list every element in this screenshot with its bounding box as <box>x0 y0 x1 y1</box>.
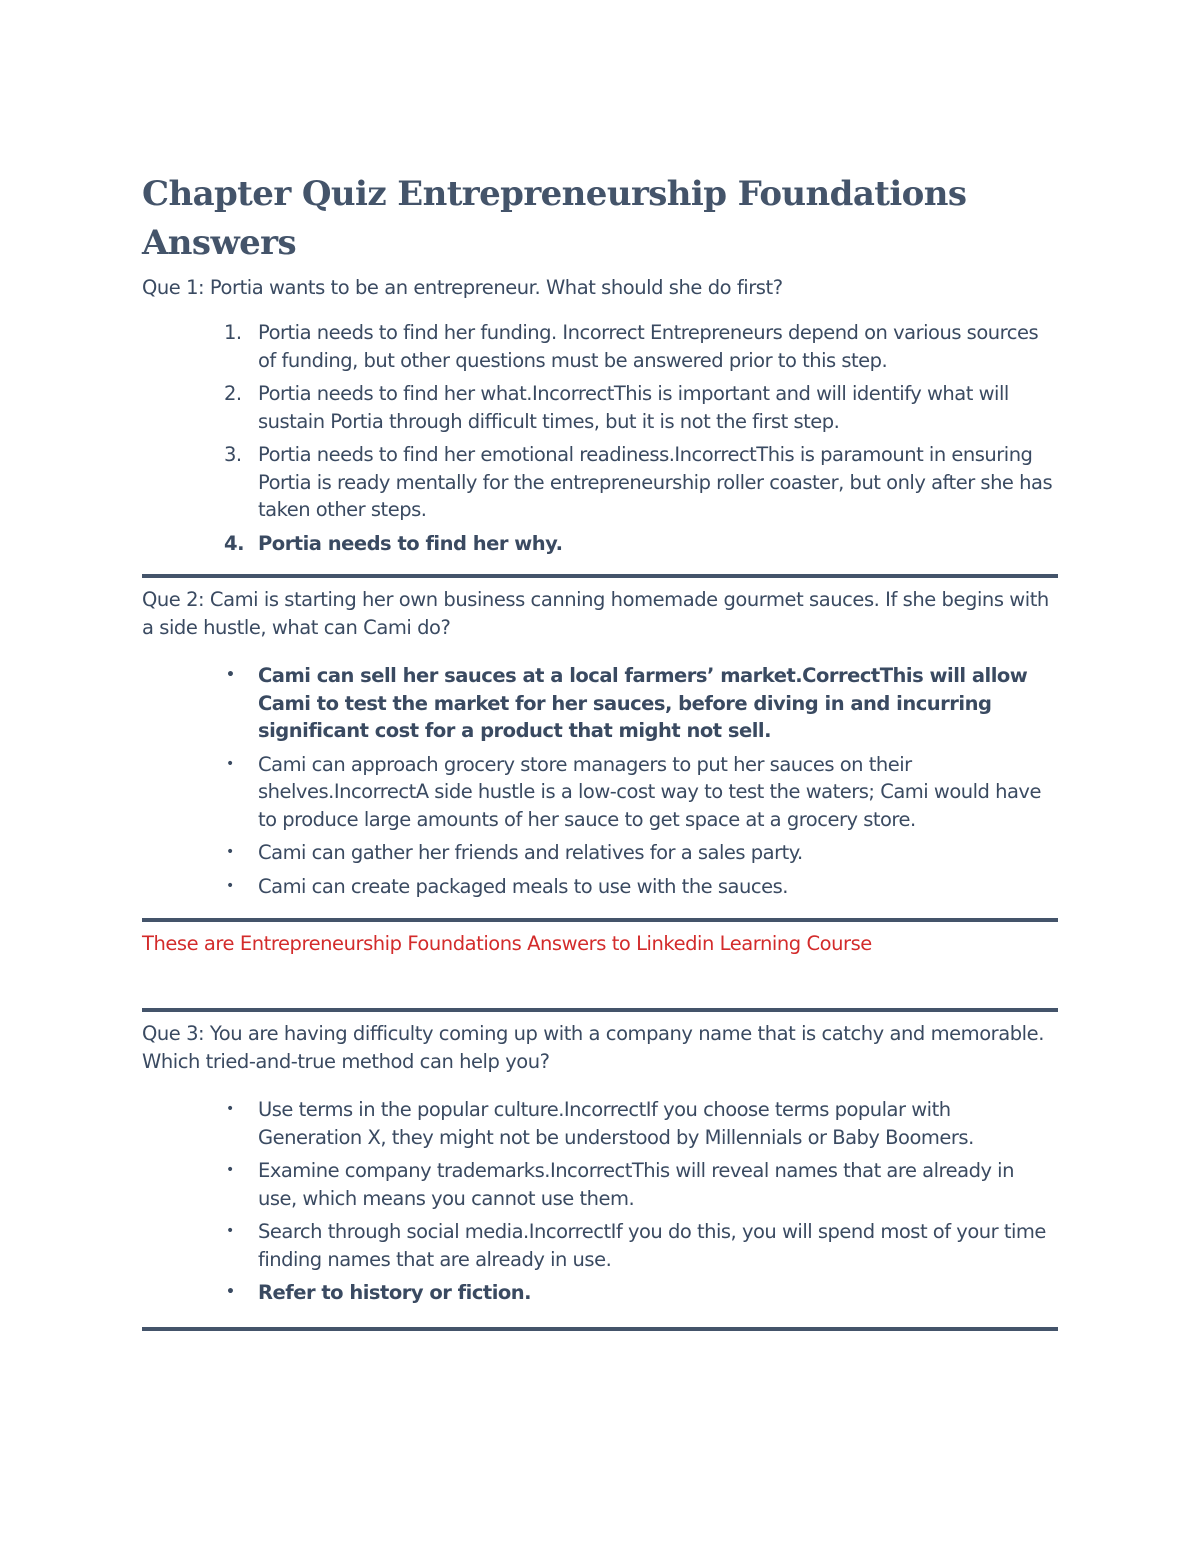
bullet-icon: • <box>226 755 234 772</box>
bullet-icon: • <box>226 1284 235 1300</box>
answer-option <box>142 441 1058 524</box>
answer-option-correct <box>142 662 1058 745</box>
bullet-icon: • <box>226 667 235 683</box>
answer-text: Use terms in the popular culture.IncorrectIf you choose terms popular with Generation X, they might not be understood by Millennials or Baby Boomers. <box>258 1098 974 1149</box>
list-number: 2. <box>224 382 242 405</box>
answer-text: Cami can gather her friends and relatives for a sales party. <box>258 841 803 864</box>
section-divider <box>142 1008 1058 1012</box>
answer-text: Cami can approach grocery store managers to put her sauces on their shelves.IncorrectA side hustle is a low-cost way to test the waters; Cami would have to produce large amounts of her sauce to get space at a grocery store. <box>258 752 1041 831</box>
bullet-icon: • <box>226 1223 234 1239</box>
section-divider <box>142 918 1058 922</box>
list-number: 4. <box>224 531 244 555</box>
question-3 <box>142 1020 1058 1307</box>
answer-option <box>142 1096 1058 1151</box>
answer-option <box>142 751 1058 834</box>
bullet-icon: • <box>226 1101 234 1117</box>
answer-option <box>142 1157 1058 1212</box>
bullet-icon: • <box>226 877 234 894</box>
question-prompt: Que 2: Cami is starting her own business canning homemade gourmet sauces. If she begins with a side hustle, what can Cami do? <box>142 588 1049 639</box>
page-title: Chapter Quiz Entrepreneurship Foundations Answers <box>142 174 967 263</box>
question-prompt: Que 1: Portia wants to be an entrepreneur. What should she do first? <box>142 276 783 299</box>
answer-option-correct <box>142 530 1058 558</box>
answer-list <box>142 319 1058 557</box>
answer-text: Portia needs to find her why. <box>258 531 563 555</box>
answer-option <box>142 319 1058 374</box>
answer-option-correct <box>142 1279 1058 1307</box>
section-divider <box>142 1327 1058 1331</box>
question-1 <box>142 274 1058 557</box>
section-divider <box>142 574 1058 578</box>
list-number: 3. <box>224 443 242 466</box>
question-prompt: Que 3: You are having difficulty coming up with a company name that is catchy and memorable. Which tried-and-true method can help you? <box>142 1022 1044 1073</box>
answer-text: Search through social media.IncorrectIf you do this, you will spend most of your time finding names that are already in use. <box>258 1220 1046 1271</box>
answer-text: Cami can create packaged meals to use with the sauces. <box>258 874 788 898</box>
answer-text: Portia needs to find her emotional readiness.IncorrectThis is paramount in ensuring Portia is ready mentally for the entrepreneurship roller coaster, but only after she has taken other steps. <box>258 443 1053 521</box>
answer-list <box>142 662 1058 900</box>
answer-text: Portia needs to find her funding. Incorrect Entrepreneurs depend on various sources of funding, but other questions must be answered prior to this step. <box>258 321 1039 372</box>
answer-list <box>142 1096 1058 1307</box>
answer-text: Cami can sell her sauces at a local farmers’ market.CorrectThis will allow Cami to test the market for her sauces, before diving in and incurring significant cost for a product that might not sell. <box>258 664 1028 742</box>
promo-text: These are Entrepreneurship Foundations Answers to Linkedin Learning Course <box>142 932 872 955</box>
bullet-icon: • <box>226 1162 234 1178</box>
list-number: 1. <box>224 321 242 344</box>
question-2 <box>142 586 1058 900</box>
answer-option <box>142 839 1058 867</box>
answer-option <box>142 380 1058 435</box>
answer-text: Examine company trademarks.IncorrectThis will reveal names that are already in use, which means you cannot use them. <box>258 1159 1014 1210</box>
bullet-icon: • <box>226 844 234 860</box>
answer-text: Portia needs to find her what.IncorrectThis is important and will identify what will sustain Portia through difficult times, but it is not the first step. <box>258 382 1009 433</box>
answer-option <box>142 873 1058 901</box>
document-page <box>142 170 1058 1331</box>
answer-option <box>142 1218 1058 1273</box>
answer-text: Refer to history or fiction. <box>258 1281 532 1304</box>
